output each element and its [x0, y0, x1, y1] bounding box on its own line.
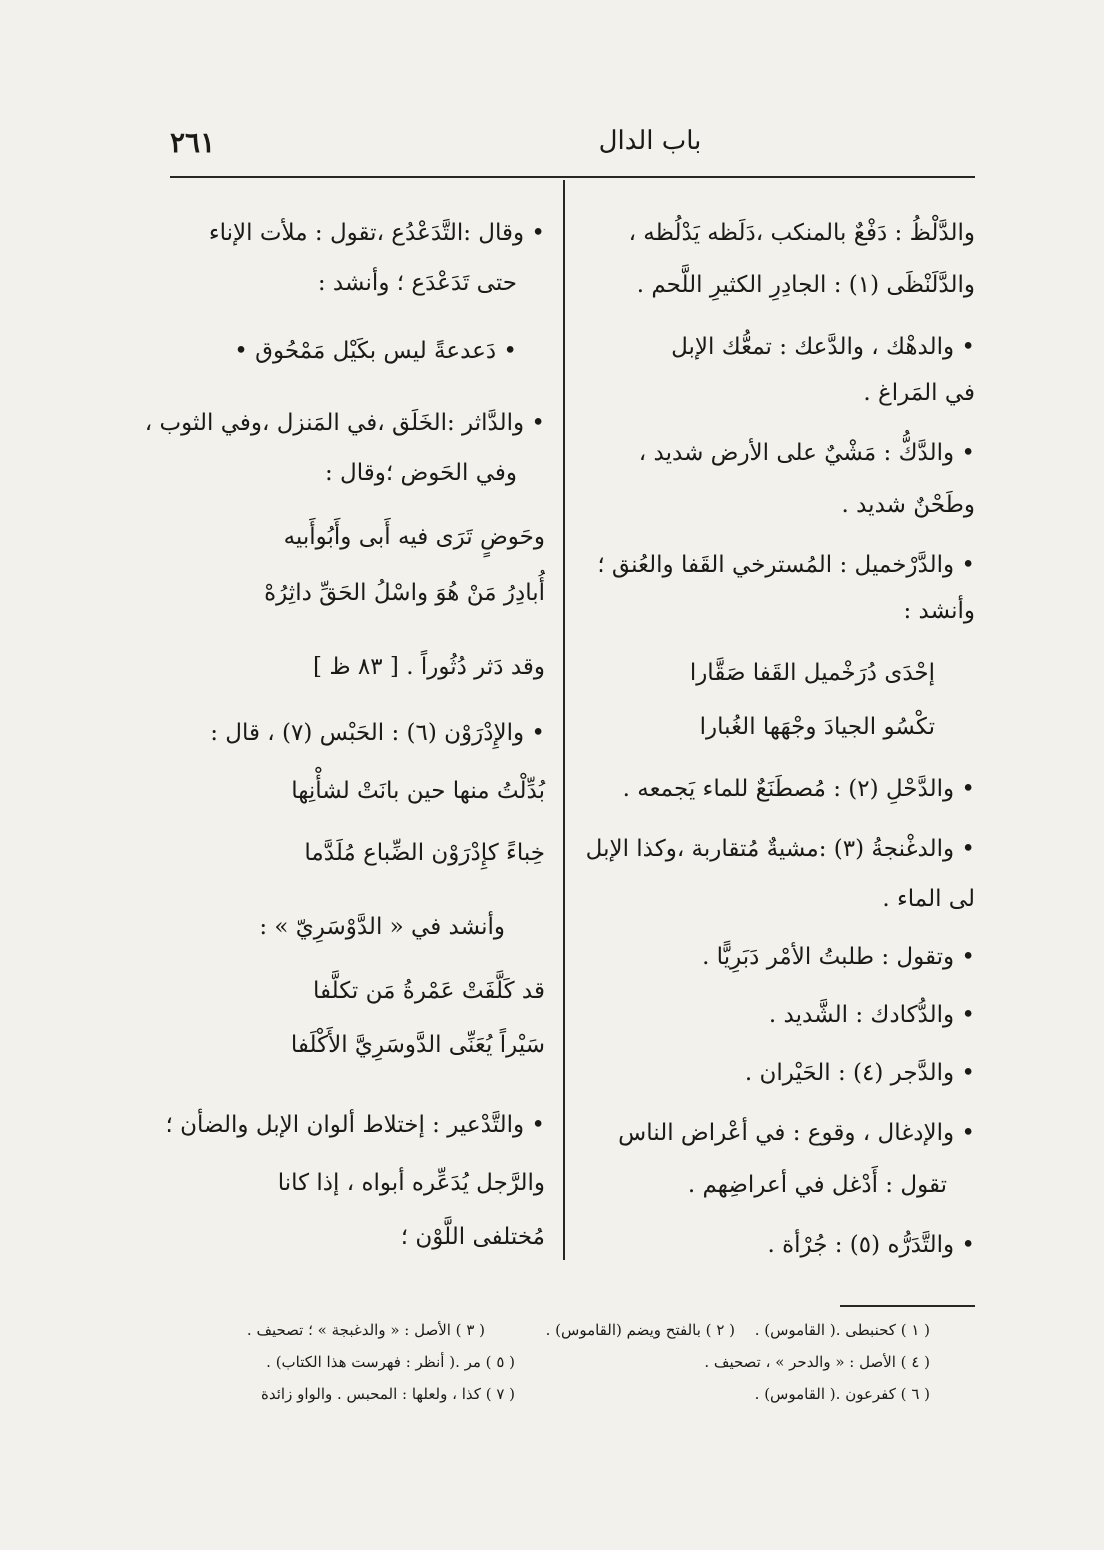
left-line-16: والرَّجل يُدَعِّره أبواه ، إذا كانا [277, 1170, 545, 1196]
left-line-12: وأنشد في « الدَّوْسَرِيّ » : [259, 914, 505, 940]
right-verse-2: تكْسُو الجيادَ وجْهَها الغُبارا [699, 714, 935, 740]
left-line-5: وفي الحَوض ؛وقال : [324, 460, 517, 486]
left-verse-6: سَيْراً يُعَنِّى الدَّوسَرِيَّ الأَكْلَفا [290, 1032, 545, 1058]
right-line-13: لى الماء . [882, 886, 975, 912]
page-header [160, 118, 980, 168]
left-line-2: حتى تَدَعْدَع ؛ وأنشد : [317, 270, 517, 296]
footnote-6: ( ٦ ) كفرعون .( القاموس) . [754, 1385, 930, 1403]
right-line-12: • والدغْنجةُ (٣) :مشيةٌ مُتقاربة ،وكذا الإبل [585, 836, 975, 862]
right-line-15: • والدُّكادك : الشَّديد . [768, 1002, 975, 1028]
right-line-11: • والدَّحْلِ (٢) : مُصطَنَعٌ للماء يَجمعه . [622, 776, 975, 802]
left-line-17: مُختلفى اللَّوْن ؛ [400, 1224, 545, 1250]
left-line-15: • والتَّدْعير : إختلاط ألوان الإبل والضأن ؛ [165, 1112, 545, 1138]
right-line-8: وأنشد : [903, 598, 975, 624]
footnote-rule [840, 1305, 975, 1307]
footnote-5: ( ٥ ) مر .( أنظر : فهرست هذا الكتاب) . [266, 1353, 515, 1371]
footnote-7: ( ٧ ) كذا ، ولعلها : المحبس . والواو زائدة [261, 1385, 515, 1403]
left-verse-5: قد كَلَّفَتْ عَمْرةُ مَن تكلَّفا [312, 978, 545, 1004]
footnote-row-1 [160, 1320, 930, 1344]
page-number: ٢٦١ [170, 126, 216, 159]
right-line-4: في المَراغ . [863, 380, 975, 406]
chapter-title: باب الدال [598, 126, 702, 156]
right-line-3: • والدهْك ، والدَّعك : تمعُّك الإبل [671, 334, 975, 360]
right-line-2: والدَّلَنْظَى (١) : الجادِرِ الكثيرِ اللَّحم . [636, 272, 975, 298]
column-divider [563, 180, 565, 1260]
right-verse-1: إحْدَى دُرَخْميل القَفا صَقَّارا [689, 660, 935, 686]
footnote-3: ( ٣ ) الأصل : « والدغبجة » ؛ تصحيف . [246, 1321, 485, 1339]
right-line-1: والدَّلْظُ : دَفْعٌ بالمنكب ،دَلَظه يَدْلُظه ، [628, 220, 975, 246]
right-line-16: • والدَّجر (٤) : الحَيْران . [744, 1060, 975, 1086]
left-verse-1: وحَوضٍ تَرَى فيه أَبى وأَبُوأَبيه [283, 524, 545, 550]
left-line-1: • وقال :التَّدَعْدُع ،تقول : ملأت الإناء [208, 220, 545, 246]
left-line-4: • والدَّاثر :الخَلَق ،في المَنزل ،وفي الثوب ، [144, 410, 545, 436]
left-line-9: • والإِدْرَوْن (٦) : الحَبْس (٧) ، قال : [210, 720, 545, 746]
left-line-3: • دَعدعةً ليس بكَيْل مَمْحُوق • [234, 338, 517, 364]
right-line-17: • والإدغال ، وقوع : في أعْراض الناس [618, 1120, 975, 1146]
footnote-row-3 [160, 1384, 930, 1408]
right-line-19: • والتَّدَرُّه (٥) : جُرْأة . [767, 1232, 975, 1258]
left-verse-2: أُبادِرُ مَنْ هُوَ واسْلُ الحَقِّ داثِرُهْ [264, 580, 545, 606]
left-line-8: وقد دَثر دُثُوراً . [ ٨٣ ظ ] [313, 654, 545, 680]
footnote-1: ( ١ ) كحنبطى .( القاموس) . [754, 1321, 930, 1339]
left-verse-3: بُدِّلْتُ منها حين بانَتْ لشأْنِها [291, 778, 545, 804]
right-line-18: تقول : أَدْغل في أعراضِهم . [687, 1172, 947, 1198]
right-line-5: • والدَّكُّ : مَشْيٌ على الأرض شديد ، [638, 440, 975, 466]
right-line-14: • وتقول : طلبتُ الأمْر دَبَرِيًّا . [702, 944, 975, 970]
right-line-6: وطَحْنٌ شديد . [841, 492, 975, 518]
left-verse-4: خِباءً كإِدْرَوْن الضِّباع مُلَدَّما [304, 840, 545, 866]
header-rule [170, 176, 975, 178]
right-line-7: • والدَّرْخميل : المُسترخي القَفا والعُنق ؛ [597, 552, 975, 578]
footnote-2: ( ٢ ) بالفتح ويضم (القاموس) . [545, 1321, 735, 1339]
footnote-row-2 [160, 1352, 930, 1376]
footnote-4: ( ٤ ) الأصل : « والدحر » ، تصحيف . [704, 1353, 930, 1371]
